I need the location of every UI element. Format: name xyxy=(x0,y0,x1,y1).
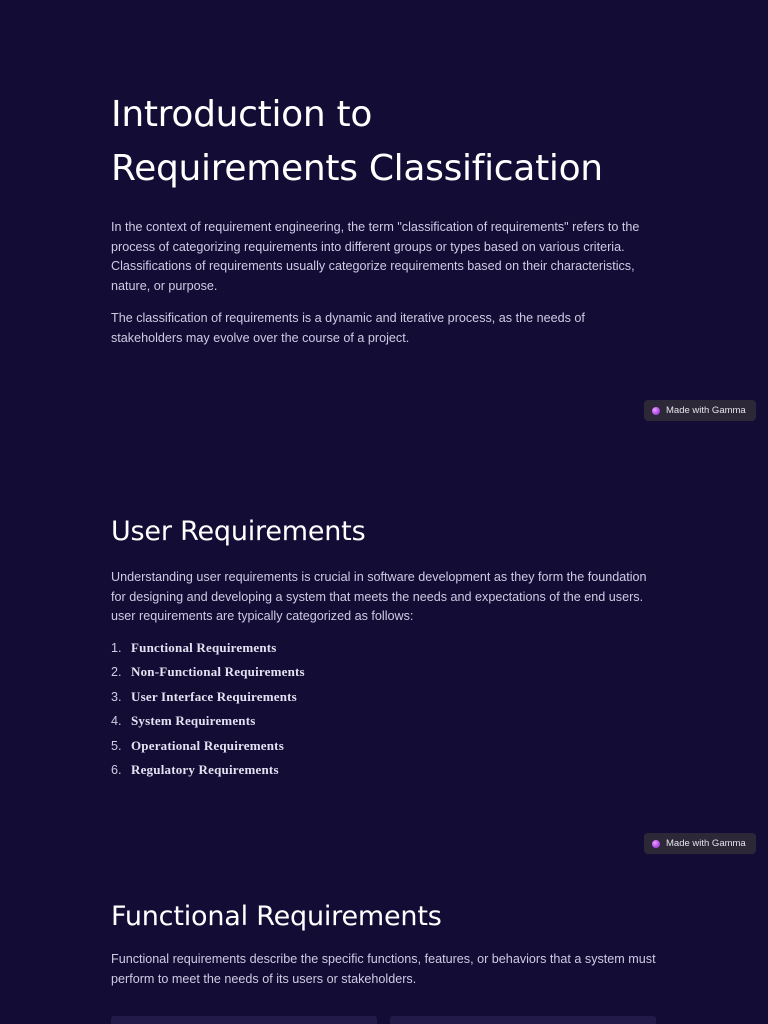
list-item xyxy=(111,689,656,714)
intro-paragraph-1: In the context of requirement engineering, the term "classification of requirements" refers to the process of categorizing requirements into different groups or types based on various criteria. Classifications of requirements usually categorize requirements based on their characteristics, nature, or purpose. xyxy=(111,220,640,293)
intro-title-line1: Introduction to xyxy=(111,94,373,135)
badge-label: Made with Gamma xyxy=(666,838,746,849)
list-item xyxy=(111,640,656,665)
intro-title-line2: Requirements Classification xyxy=(111,148,603,189)
user-requirements-title: User Requirements xyxy=(111,516,366,547)
list-item-number: 4. xyxy=(111,714,122,729)
list-item-label: Operational Requirements xyxy=(131,737,284,753)
list-item xyxy=(111,762,656,787)
intro-paragraph-2: The classification of requirements is a dynamic and iterative process, as the needs of stakeholders may evolve over the course of a project. xyxy=(111,311,585,345)
list-item xyxy=(111,738,656,763)
functional-requirements-section xyxy=(111,899,656,989)
list-item-number: 2. xyxy=(111,665,122,680)
user-requirements-paragraph: Understanding user requirements is crucial in software development as they form the foundation for designing and developing a system that meets the needs and expectations of the end users. user requirements are typically categorized as follows: xyxy=(111,570,647,624)
list-item-number: 3. xyxy=(111,689,122,704)
list-item-number: 1. xyxy=(111,640,122,655)
list-item-label: Regulatory Requirements xyxy=(131,762,279,778)
gamma-logo-icon xyxy=(652,840,660,848)
functional-requirements-paragraph: Functional requirements describe the specific functions, features, or behaviors that a system must perform to meet the needs of its users or stakeholders. xyxy=(111,952,656,986)
made-with-gamma-badge-1[interactable] xyxy=(644,400,756,421)
list-item xyxy=(111,664,656,689)
list-item-label: User Interface Requirements xyxy=(131,688,297,704)
intro-title xyxy=(111,88,656,196)
gamma-logo-icon xyxy=(652,407,660,415)
list-item-number: 5. xyxy=(111,738,122,753)
badge-label: Made with Gamma xyxy=(666,405,746,416)
list-item-label: System Requirements xyxy=(131,713,256,729)
list-item-number: 6. xyxy=(111,763,122,778)
list-item-label: Non-Functional Requirements xyxy=(131,664,305,680)
functional-requirements-title: Functional Requirements xyxy=(111,901,442,932)
content-card-left xyxy=(111,1016,377,1024)
user-requirements-section xyxy=(111,514,656,787)
list-item xyxy=(111,713,656,738)
intro-section xyxy=(111,88,656,349)
made-with-gamma-badge-2[interactable] xyxy=(644,833,756,854)
list-item-label: Functional Requirements xyxy=(131,639,277,655)
content-card-right xyxy=(390,1016,656,1024)
user-requirements-list xyxy=(111,640,656,787)
